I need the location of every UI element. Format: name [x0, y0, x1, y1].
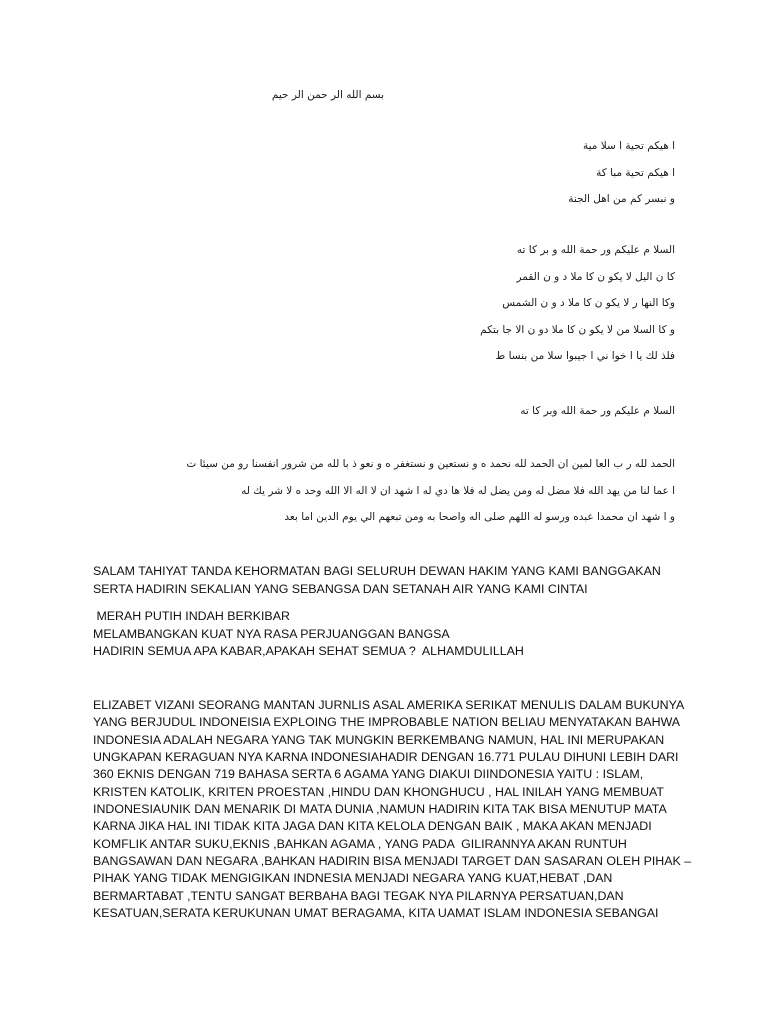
body-paragraph-line: INDONESIAUNIK DAN MENARIK DI MATA DUNIA ,NAMUN HADIRIN KITA TAK BISA MENUTUP MATA — [93, 802, 667, 816]
arabic-hamdalah-line: و ا شهد ان محمدا عبده ورسو له اللهم صلى اله واصحا به ومن تبعهم الي يوم الدين اما بعد — [284, 511, 675, 523]
merah-putih-line: MELAMBANGKAN KUAT NYA RASA PERJUANGGAN BANGSA — [93, 627, 450, 641]
body-paragraph-line: BERMARTABAT ,TENTU SANGAT BERBAHA BAGI TEGAK NYA PILARNYA PERSATUAN,DAN — [93, 889, 624, 903]
merah-putih-line: MERAH PUTIH INDAH BERKIBAR — [93, 609, 290, 623]
salam-paragraph-line: SALAM TAHIYAT TANDA KEHORMATAN BAGI SELURUH DEWAN HAKIM YANG KAMI BANGGAKAN — [93, 564, 661, 578]
arabic-salam-line: وكا النها ر لا يكو ن كا ملا د و ن الشمس — [502, 297, 675, 309]
body-paragraph-line: UNGKAPAN KERAGUAN NYA KARNA INDONESIAHADIR DENGAN 16.771 PULAU DIHUNI LEBIH DARI — [93, 750, 679, 764]
body-paragraph-line: 360 EKNIS DENGAN 719 BAHASA SERTA 6 AGAMA YANG DIAKUI DIINDONESIA YAITU : ISLAM, — [93, 767, 644, 781]
body-paragraph-line: KESATUAN,SERATA KERUKUNAN UMAT BERAGAMA, KITA UAMAT ISLAM INDONESIA SEBANGAI — [93, 906, 659, 920]
body-paragraph-line: KARNA JIKA HAL INI TIDAK KITA JAGA DAN KITA KELOLA DENGAN BAIK , MAKA AKAN MENJADI — [93, 819, 652, 833]
salam-paragraph-line: SERTA HADIRIN SEKALIAN YANG SEBANGSA DAN SETANAH AIR YANG KAMI CINTAI — [93, 582, 588, 596]
arabic-salam-line: فلذ لك يا ا خوا ني ا جيبوا سلا من بنسا ط — [495, 350, 675, 362]
merah-putih-line: HADIRIN SEMUA APA KABAR,APAKAH SEHAT SEMUA ? ALHAMDULILLAH — [93, 644, 524, 658]
arabic-salam-line: و كا السلا من لا يكو ن كا ملا دو ن الا جا بتكم — [480, 324, 675, 336]
basmala-heading: بسم الله الر حمن الر حيم — [271, 89, 385, 101]
body-paragraph-line: BANGSAWAN DAN NEGARA ,BAHKAN HADIRIN BISA MENJADI TARGET DAN SASARAN OLEH PIHAK – — [93, 854, 692, 868]
arabic-greeting-line: ا هيكم تحية ا سلا مية — [583, 140, 675, 152]
body-paragraph-line: KOMFLIK ANTAR SUKU,EKNIS ,BAHKAN AGAMA , YANG PADA GILIRANNYA AKAN RUNTUH — [93, 837, 627, 851]
body-paragraph-line: KRISTEN KATOLIK, KRITEN PROESTAN ,HINDU DAN KHONGHUCU , HAL INILAH YANG MEMBUAT — [93, 785, 664, 799]
arabic-salam-line: كا ن اليل لا يكو ن كا ملا د و ن القمر — [516, 271, 675, 283]
arabic-salam-closing: السلا م عليكم ور حمة الله وبر كا ته — [520, 405, 675, 417]
body-paragraph-line: INDONESIA ADALAH NEGARA YANG TAK MUNGKIN BERKEMBANG NAMUN, HAL INI MERUPAKAN — [93, 733, 665, 747]
body-paragraph-line: YANG BERJUDUL INDONEISIA EXPLOING THE IMPROBABLE NATION BELIAU MENYATAKAN BAHWA — [93, 715, 681, 729]
arabic-hamdalah-line: الحمد لله ر ب العا لمين ان الحمد لله نحمد ه و نستعين و نستغفر ه و نعو ذ با لله من شرور انفسنا رو من سيئا ت — [186, 458, 675, 470]
arabic-greeting-line: و نبسر كم من اهل الجنة — [568, 193, 675, 205]
arabic-salam-line: السلا م عليكم ور حمة الله و بر كا ته — [516, 244, 675, 256]
body-paragraph-line: ELIZABET VIZANI SEORANG MANTAN JURNLIS ASAL AMERIKA SERIKAT MENULIS DALAM BUKUNYA — [93, 698, 685, 712]
body-paragraph-line: PIHAK YANG TIDAK MENGIGIKAN INDNESIA MENJADI NEGARA YANG KUAT,HEBAT ,DAN — [93, 871, 613, 885]
arabic-greeting-line: ا هيكم تحية مبا كة — [596, 167, 675, 179]
arabic-hamdalah-line: ا عما لنا من يهد الله فلا مضل له ومن يضل له فلا ها دي له ا شهد ان لا اله الا الله وحد ه لا شر يك له — [241, 485, 675, 497]
